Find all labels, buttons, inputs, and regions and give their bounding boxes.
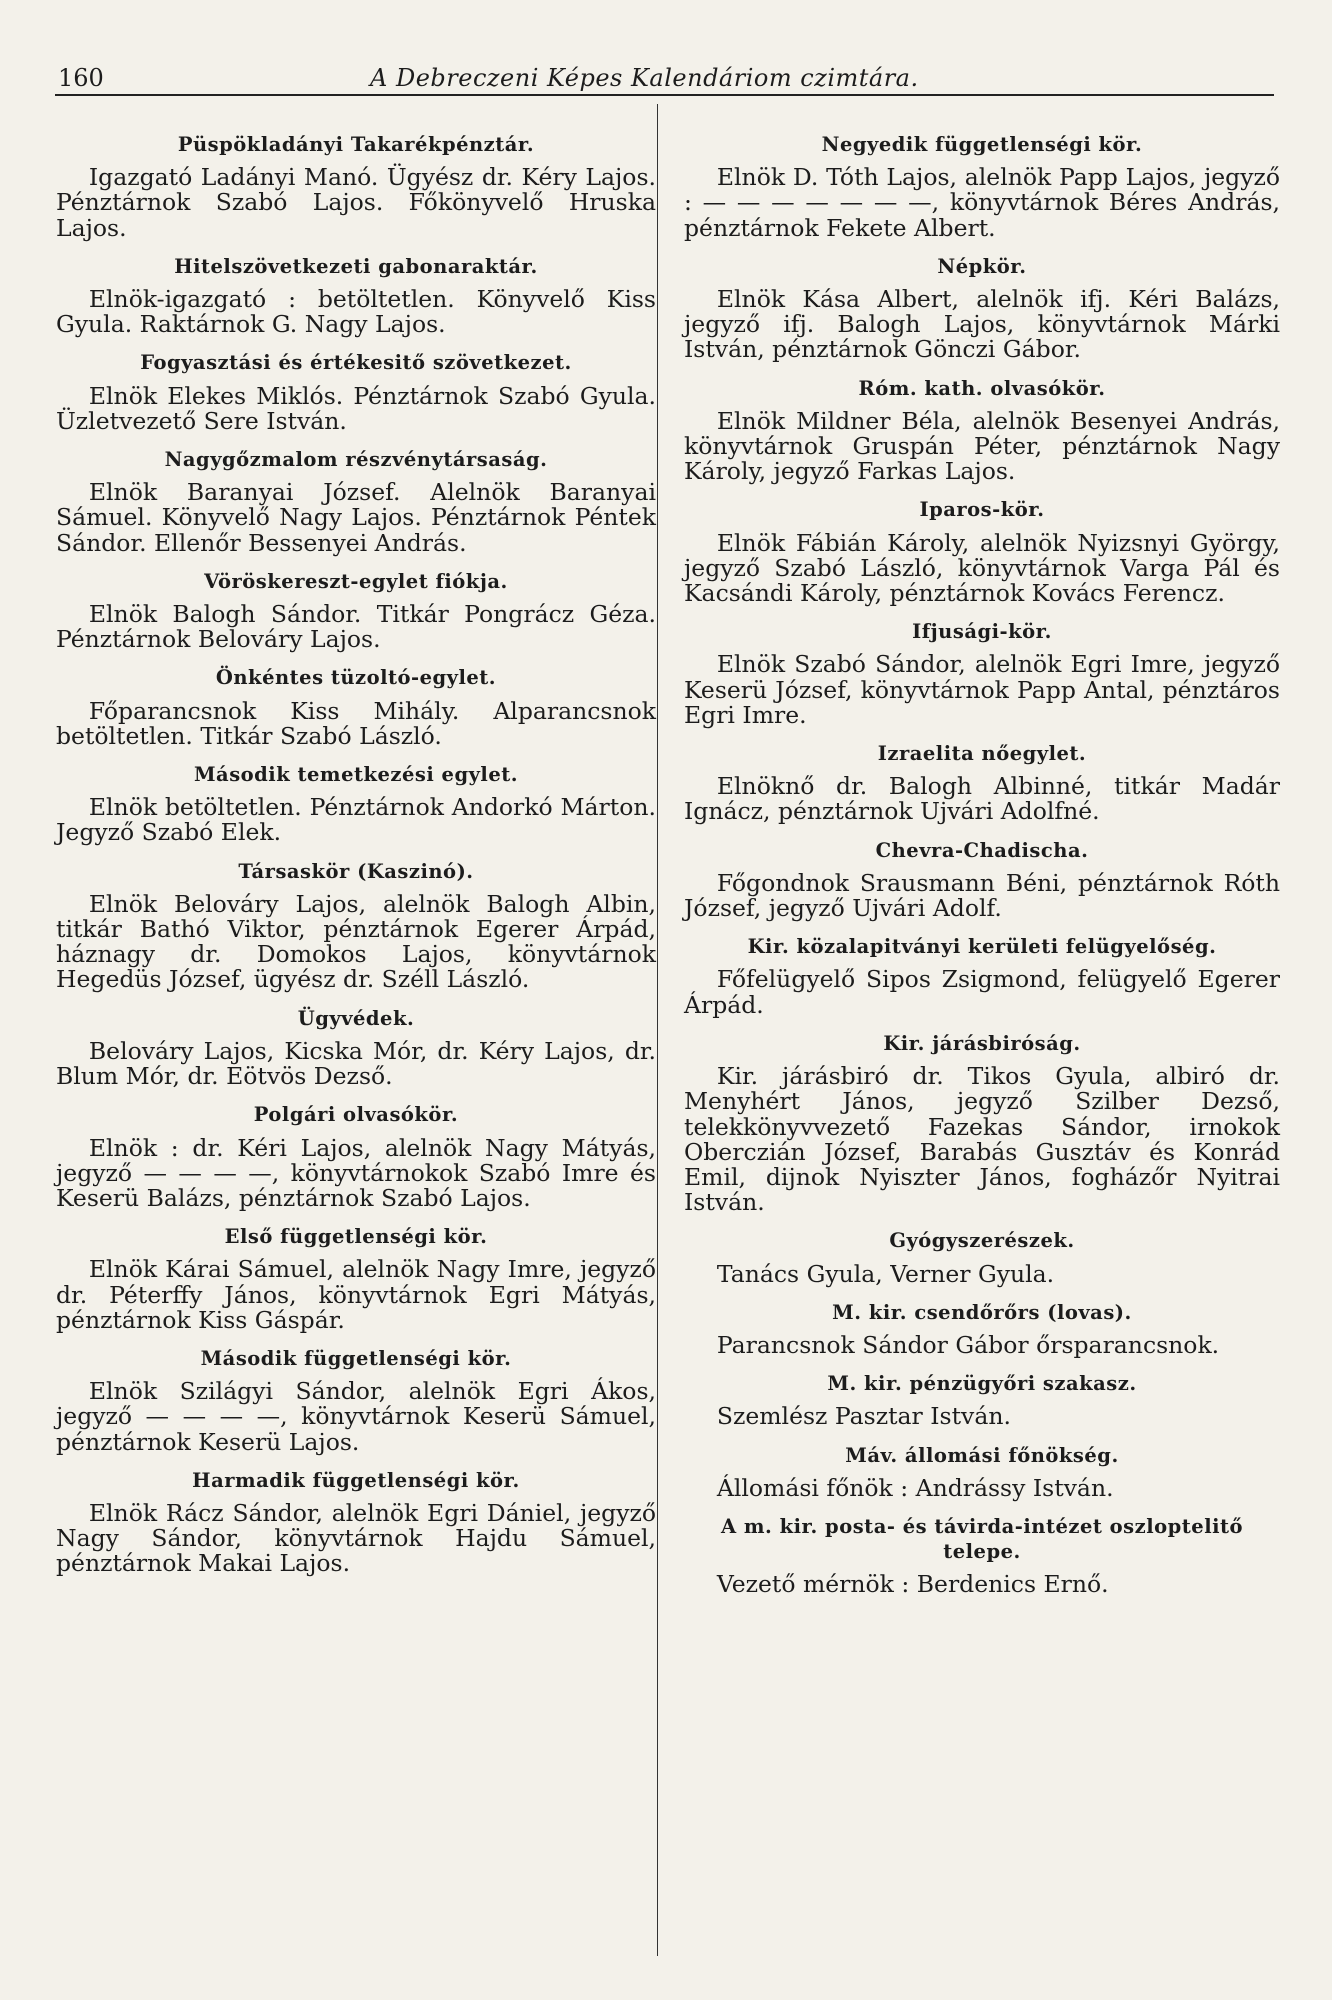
- directory-section: [684, 838, 1280, 922]
- section-title: M. kir. pénzügyőri szakasz.: [827, 1372, 1137, 1396]
- section-text: Szemlész Pasztar István.: [716, 1402, 1011, 1431]
- section-text: Igazgató Ladányi Manó. Ügyész dr. Kéry Lajos. Pénztárnok Szabó Lajos. Főkönyvelő Hruska Lajos.: [56, 163, 656, 242]
- directory-section: [56, 350, 656, 434]
- section-title: Ifjusági-kör.: [912, 620, 1052, 644]
- section-text: Elnök D. Tóth Lajos, alelnök Papp Lajos, jegyző : — — — — — — —, könyvtárnok Béres András, pénztárnok Fekete Albert.: [684, 163, 1280, 242]
- section-title: Iparos-kör.: [919, 498, 1045, 522]
- section-text: Elnök Elekes Miklós. Pénztárnok Szabó Gyula. Üzletvezető Sere István.: [56, 381, 656, 435]
- running-title: A Debreczeni Képes Kalendáriom czimtára.: [370, 64, 919, 92]
- directory-section: [684, 741, 1280, 825]
- section-title: Negyedik függetlenségi kör.: [821, 133, 1143, 156]
- directory-section: [684, 619, 1280, 728]
- section-text: Belováry Lajos, Kicska Mór, dr. Kéry Lajos, dr. Blum Mór, dr. Eötvös Dezső.: [56, 1036, 656, 1091]
- section-title: A m. kir. posta- és távirda-intézet oszloptelitő telepe.: [720, 1514, 1244, 1564]
- section-text: Főparancsnok Kiss Mihály. Alparancsnok betöltetlen. Titkár Szabó László.: [56, 696, 656, 750]
- section-text: Elnök : dr. Kéri Lajos, alelnök Nagy Mátyás, jegyző — — — —, könyvtárnokok Szabó Imre és Keserü Balázs, pénztárnok Szabó Lajos.: [56, 1133, 656, 1212]
- directory-section: [56, 132, 656, 241]
- section-text: Elnök Szilágyi Sándor, alelnök Egri Ákos, jegyző — — — —, könyvtárnok Keserü Sámuel, pénztárnok Keserü Lajos.: [56, 1377, 656, 1456]
- section-title: Önkéntes tüzoltó-egylet.: [215, 666, 497, 690]
- directory-section: [684, 1443, 1280, 1501]
- directory-section: [56, 762, 656, 846]
- directory-section: [56, 1102, 656, 1211]
- directory-section: [684, 376, 1280, 485]
- section-title: Máv. állomási főnökség.: [845, 1443, 1119, 1467]
- directory-section: [56, 665, 656, 749]
- directory-section: [684, 254, 1280, 363]
- section-text: Elnök Balogh Sándor. Titkár Pongrácz Géza. Pénztárnok Belováry Lajos.: [56, 600, 656, 654]
- left-column: [56, 132, 656, 1590]
- section-title: Polgári olvasókör.: [253, 1103, 459, 1127]
- section-text: Elnöknő dr. Balogh Albinné, titkár Madár Ignácz, pénztárnok Ujvári Adolfné.: [684, 772, 1280, 826]
- section-title: M. kir. csendőrőrs (lovas).: [832, 1300, 1132, 1324]
- section-text: Állomási főnök : Andrássy István.: [716, 1473, 1114, 1502]
- section-title: Második temetkezési egylet.: [193, 763, 519, 787]
- directory-section: [56, 1468, 656, 1577]
- section-title: Chevra-Chadischa.: [875, 838, 1089, 862]
- page-number: 160: [58, 64, 104, 92]
- section-text: Főfelügyelő Sipos Zsigmond, felügyelő Egerer Árpád.: [684, 965, 1280, 1019]
- section-text: Vezető mérnök : Berdenics Ernő.: [716, 1570, 1109, 1599]
- section-title: Nagygőzmalom részvénytársaság.: [164, 448, 548, 472]
- directory-section: [56, 447, 656, 556]
- directory-section: [684, 1228, 1280, 1286]
- section-text: Elnök Kása Albert, alelnök ifj. Kéri Balázs, jegyző ifj. Balogh Lajos, könyvtárnok Márki István, pénztárnok Gönczi Gábor.: [684, 285, 1280, 364]
- section-title: Társaskör (Kaszinó).: [238, 859, 474, 883]
- directory-section: [56, 254, 656, 338]
- section-title: Róm. kath. olvasókör.: [858, 376, 1106, 400]
- directory-section: [56, 569, 656, 653]
- section-text: Kir. járásbiró dr. Tikos Gyula, albiró dr. Menyhért János, jegyző Szilber Dezső, telekkönyvvezető Fazekas Sándor, irnokok Oberczián József, Barabás Gusztáv és Konrád Emil, dijnok Nyiszter János, fogházőr Nyitrai István.: [684, 1062, 1280, 1217]
- section-text: Főgondnok Srausmann Béni, pénztárnok Róth József, jegyző Ujvári Adolf.: [684, 868, 1280, 923]
- section-title: Kir. közalapitványi kerületi felügyelőség.: [747, 935, 1217, 959]
- section-text: Elnök Belováry Lajos, alelnök Balogh Albin, titkár Bathó Viktor, pénztárnok Egerer Árpád, háznagy dr. Domokos Lajos, könyvtárnok Hegedüs József, ügyész dr. Széll László.: [56, 889, 656, 994]
- section-text: Parancsnok Sándor Gábor őrsparancsnok.: [716, 1330, 1220, 1359]
- section-title: Első függetlenségi kör.: [224, 1225, 488, 1249]
- header-rule: [55, 94, 1274, 96]
- section-text: Elnök Mildner Béla, alelnök Besenyei András, könyvtárnok Gruspán Péter, pénztárnok Nagy Károly, jegyző Farkas Lajos.: [684, 406, 1280, 486]
- section-title: Vöröskereszt-egylet fiókja.: [204, 569, 508, 593]
- section-text: Elnök Fábián Károly, alelnök Nyizsnyi György, jegyző Szabó László, könyvtárnok Varga Pál és Kacsándi Károly, pénztárnok Kovács Ferencz.: [684, 528, 1280, 608]
- section-title: Fogyasztási és értékesitő szövetkezet.: [140, 351, 572, 375]
- section-text: Elnök betöltetlen. Pénztárnok Andorkó Márton. Jegyző Szabó Elek.: [56, 793, 656, 847]
- section-title: Kir. járásbiróság.: [883, 1031, 1081, 1055]
- section-title: Ügyvédek.: [297, 1006, 415, 1030]
- section-text: Tanács Gyula, Verner Gyula.: [716, 1259, 1055, 1288]
- directory-section: [684, 1031, 1280, 1215]
- section-text: Elnök Rácz Sándor, alelnök Egri Dániel, jegyző Nagy Sándor, könyvtárnok Hajdu Sámuel, pénztárnok Makai Lajos.: [56, 1498, 656, 1578]
- directory-section: [684, 1371, 1280, 1429]
- section-text: Elnök Baranyai József. Alelnök Baranyai Sámuel. Könyvelő Nagy Lajos. Pénztárnok Péntek Sándor. Ellenőr Bessenyei András.: [56, 478, 656, 557]
- directory-section: [56, 859, 656, 993]
- directory-section: [56, 1006, 656, 1090]
- section-text: Elnök-igazgató : betöltetlen. Könyvelő Kiss Gyula. Raktárnok G. Nagy Lajos.: [56, 285, 656, 339]
- directory-section: [684, 132, 1280, 241]
- section-title: Harmadik függetlenségi kör.: [192, 1468, 520, 1492]
- section-title: Püspökladányi Takarékpénztár.: [177, 133, 535, 156]
- section-text: Elnök Kárai Sámuel, alelnök Nagy Imre, jegyző dr. Péterffy János, könyvtárnok Egri Mátyás, pénztárnok Kiss Gáspár.: [56, 1255, 656, 1334]
- column-divider: [657, 104, 658, 1956]
- section-title: Népkör.: [937, 254, 1027, 278]
- directory-section: [684, 934, 1280, 1018]
- directory-section: [56, 1224, 656, 1333]
- directory-section: [56, 1346, 656, 1455]
- directory-section: [684, 1514, 1280, 1598]
- directory-section: [684, 497, 1280, 606]
- section-title: Hitelszövetkezeti gabonaraktár.: [174, 254, 538, 278]
- section-text: Elnök Szabó Sándor, alelnök Egri Imre, jegyző Keserü József, könyvtárnok Papp Antal, pénztáros Egri Imre.: [684, 650, 1280, 729]
- section-title: Izraelita nőegylet.: [877, 742, 1087, 766]
- section-title: Gyógyszerészek.: [889, 1229, 1075, 1253]
- directory-section: [684, 1300, 1280, 1358]
- section-title: Második függetlenségi kör.: [200, 1346, 512, 1370]
- right-column: [684, 132, 1280, 1611]
